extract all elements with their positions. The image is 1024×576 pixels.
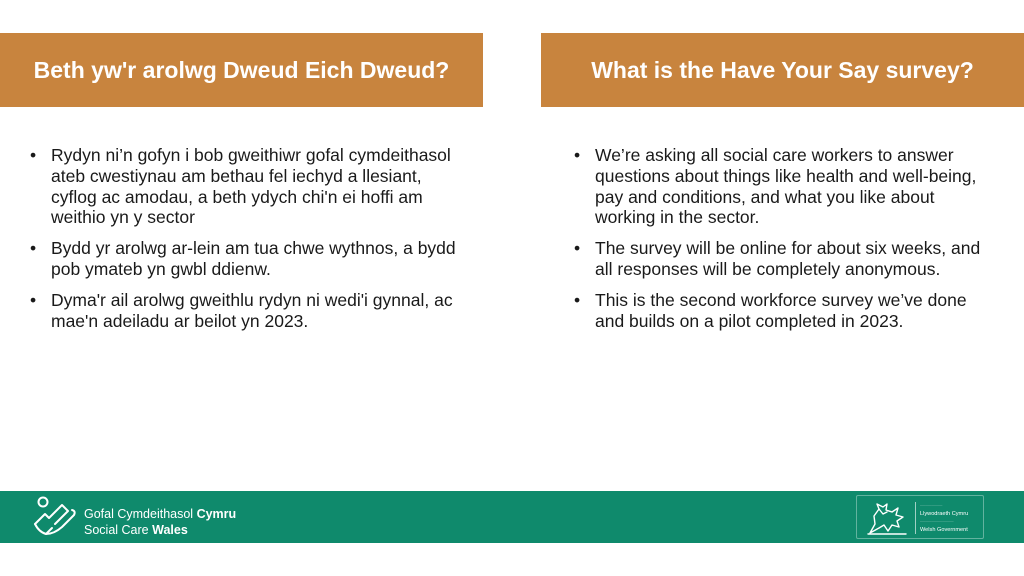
- english-heading-banner: [541, 33, 1024, 107]
- social-care-wales-logo-icon: [32, 494, 78, 538]
- wg-divider: [915, 502, 916, 534]
- welsh-heading-banner: [0, 33, 483, 107]
- scw-line2-regular: Social Care: [84, 523, 149, 537]
- wg-english-name: Welsh Government: [920, 527, 968, 533]
- welsh-government-logo: [856, 495, 984, 539]
- welsh-government-wordmark: ———— Llywodraeth Cymru —————— Welsh Government: [920, 503, 969, 533]
- welsh-bullet-item: • Rydyn ni’n gofyn i bob gweithiwr gofal cymdeithasol ateb cwestiynau am bethau fel iechyd a llesiant, cyflog ac amodau, a beth ydych chi'n ei hoffi am weithio yn y sector: [30, 145, 470, 228]
- english-bullet-item: • The survey will be online for about six weeks, and all responses will be completely anonymous.: [574, 238, 999, 280]
- welsh-heading: Beth yw'r arolwg Dweud Eich Dweud?: [33, 56, 450, 83]
- welsh-bullet-list: [30, 145, 470, 341]
- english-bullet-item: • This is the second workforce survey we’ve done and builds on a pilot completed in 2023.: [574, 290, 999, 332]
- english-bullet-item: • We’re asking all social care workers to answer questions about things like health and well-being, pay and conditions, and what you like about working in the sector.: [574, 145, 999, 228]
- welsh-dragon-icon: [865, 500, 909, 536]
- footer-bar: [0, 491, 1024, 543]
- social-care-wales-wordmark: [84, 506, 236, 538]
- scw-line1-regular: Gofal Cymdeithasol: [84, 507, 194, 521]
- wg-welsh-name: Llywodraeth Cymru: [920, 511, 969, 517]
- english-bullet-list: [574, 145, 999, 341]
- welsh-bullet-item: • Dyma'r ail arolwg gweithlu rydyn ni wedi'i gynnal, ac mae'n adeiladu ar beilot yn 2023.: [30, 290, 470, 332]
- scw-line1-bold: Cymru: [196, 507, 237, 521]
- english-heading: What is the Have Your Say survey?: [591, 56, 974, 83]
- welsh-bullet-item: • Bydd yr arolwg ar-lein am tua chwe wythnos, a bydd pob ymateb yn gwbl ddienw.: [30, 238, 470, 280]
- scw-line2-bold: Wales: [152, 523, 188, 537]
